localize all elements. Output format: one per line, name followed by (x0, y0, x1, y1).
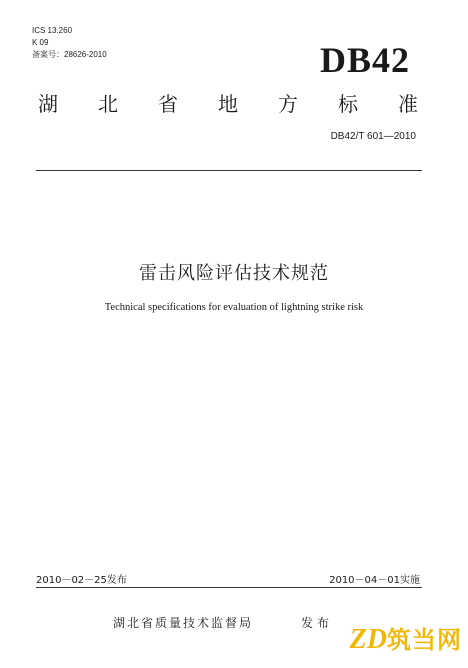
standard-type-char: 省 (158, 92, 178, 116)
standard-type-char: 准 (398, 92, 418, 116)
watermark-text: 筑当网 (387, 626, 462, 654)
standard-type-char: 北 (98, 92, 118, 116)
standard-type-char: 方 (278, 92, 298, 116)
record-number: 备案号：28626-2010 (32, 50, 107, 59)
standard-mark: DB42 (319, 40, 410, 80)
issuer-name: 湖北省质量技术监督局 (113, 616, 254, 630)
standard-type-char: 标 (338, 92, 358, 116)
standard-type-char: 湖 (38, 92, 58, 116)
watermark-logo (350, 625, 462, 655)
document-title-zh: 雷击风险评估技术规范 (139, 263, 329, 284)
release-date: 2010－02－25发布 (36, 575, 127, 586)
ics-code: ICS 13.260 (32, 26, 73, 35)
standard-type-title (38, 92, 418, 116)
standard-number: DB42/T 601—2010 (330, 131, 416, 142)
issue-label: 发布 (301, 616, 334, 630)
header-divider (36, 170, 422, 171)
standard-type-char: 地 (218, 92, 238, 116)
watermark-mark: ZD (349, 624, 387, 655)
class-code: K 09 (32, 38, 49, 47)
footer-divider (36, 587, 422, 588)
implement-date: 2010－04－01实施 (329, 575, 420, 586)
document-title-en: Technical specifications for evaluation of lightning strike risk (104, 302, 364, 313)
